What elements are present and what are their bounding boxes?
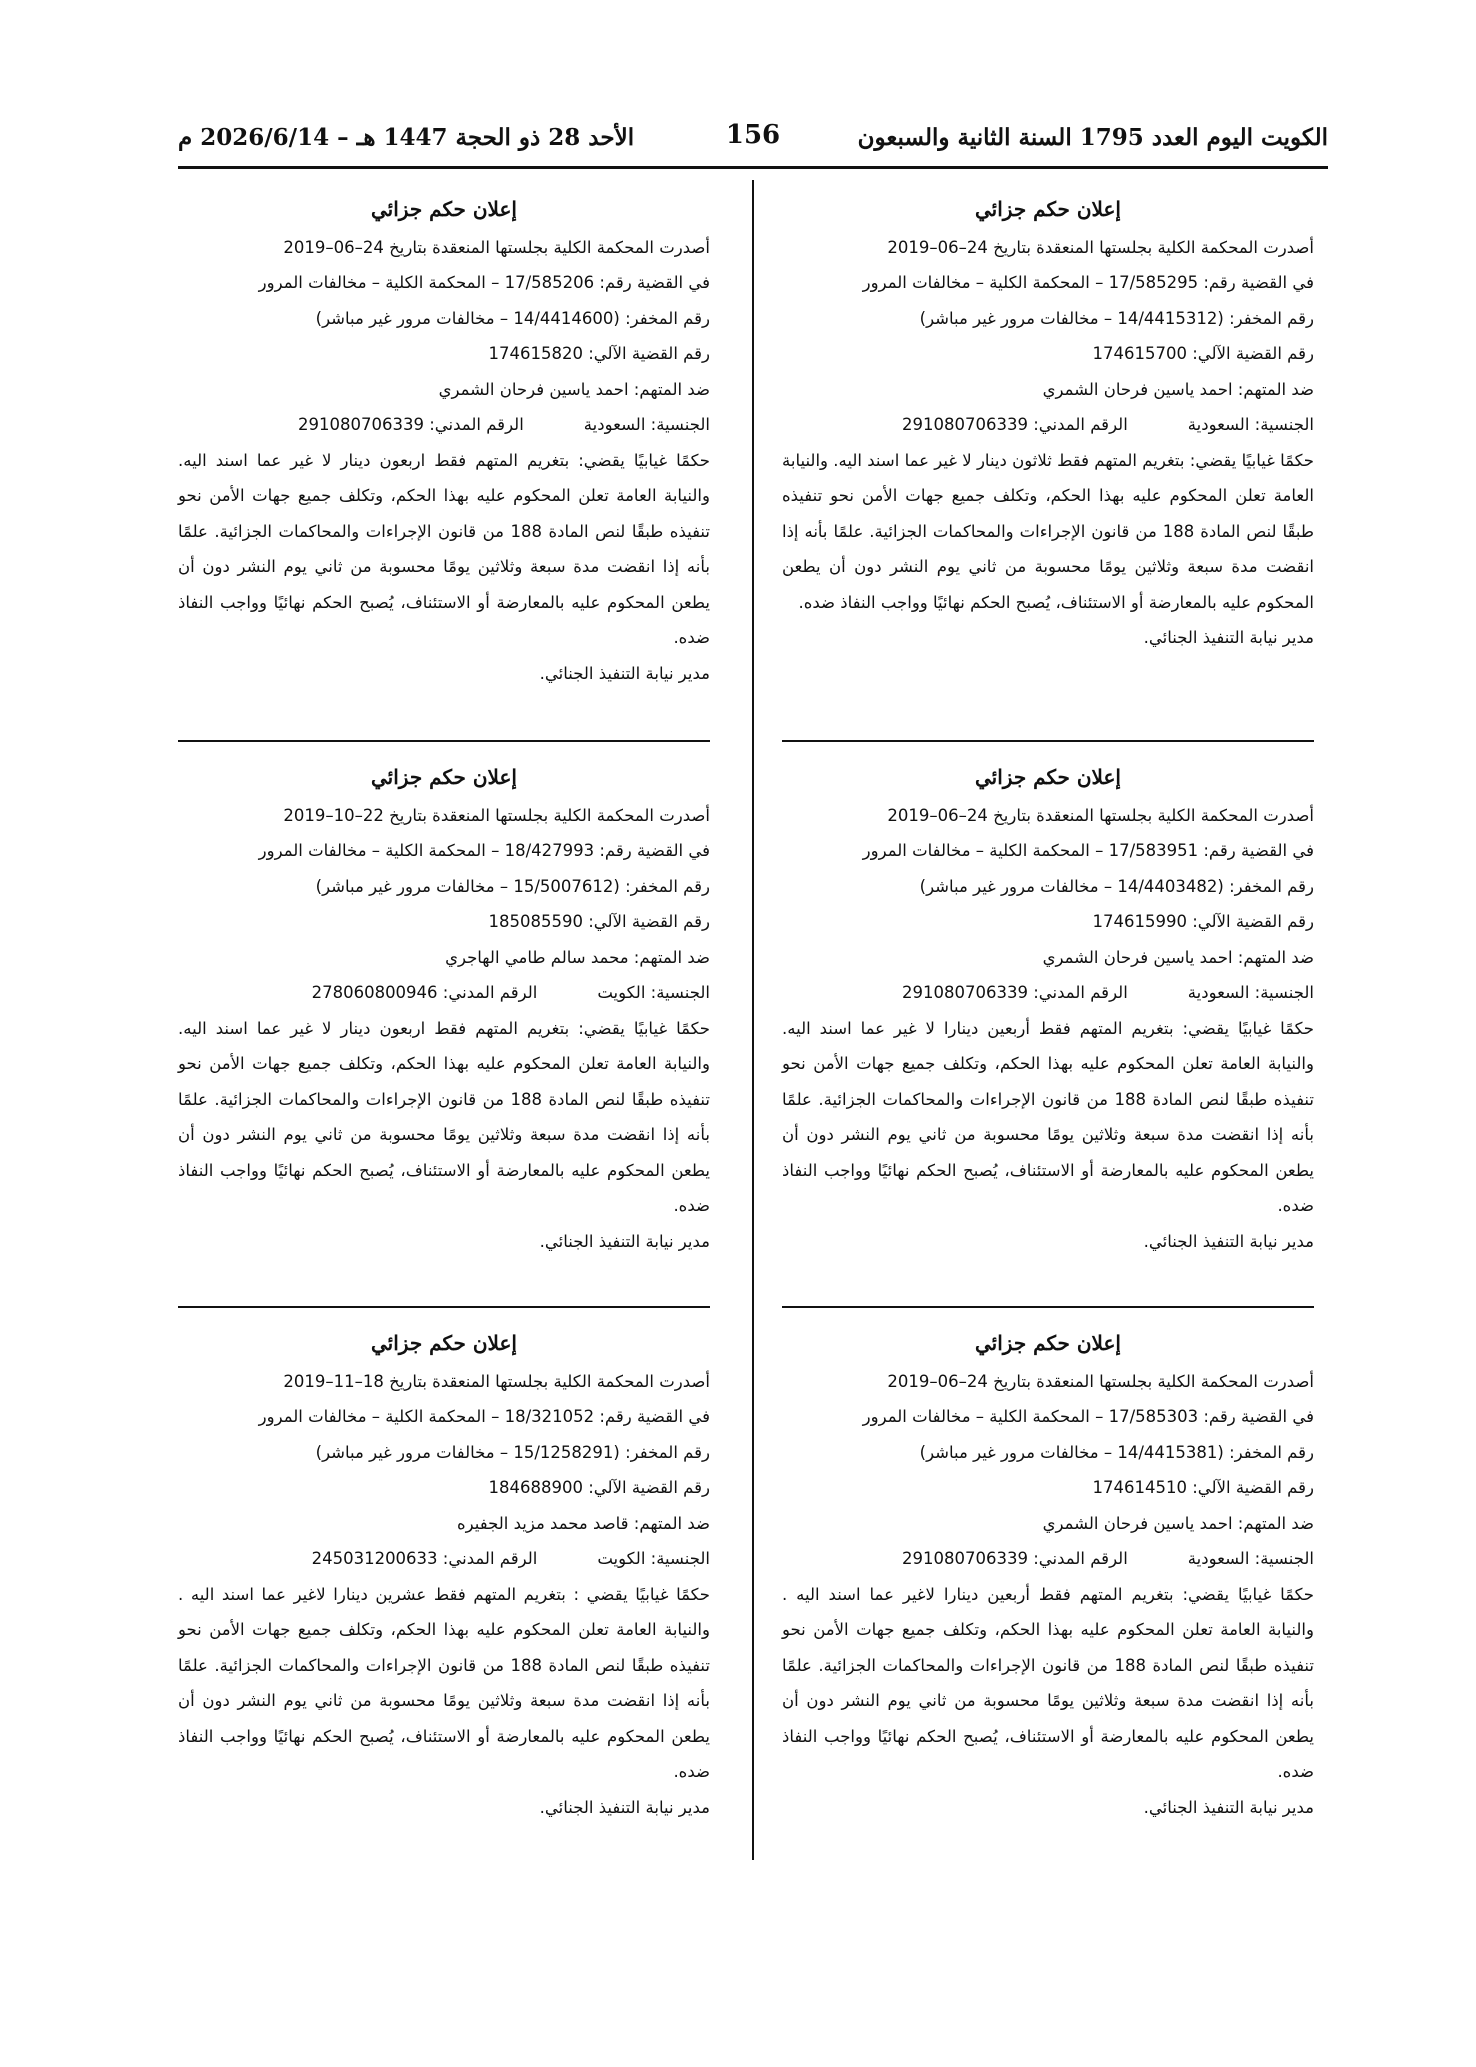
station-line: رقم المخفر: (15/5007612 – مخالفات مرور غير مباشر) xyxy=(315,876,710,896)
civil-id: الرقم المدني: 245031200633 xyxy=(311,1549,538,1568)
notice-separator xyxy=(782,740,1314,742)
notice-title: إعلان حكم جزائي xyxy=(371,1331,517,1355)
station-line: رقم المخفر: (14/4415312 – مخالفات مرور غير مباشر) xyxy=(919,308,1314,328)
auto-case-line: رقم القضية الآلي: 174615990 xyxy=(1092,912,1314,931)
nationality-row xyxy=(178,975,710,1011)
nationality: الجنسية: السعودية xyxy=(1187,983,1314,1002)
station-line: رقم المخفر: (14/4415381 – مخالفات مرور غير مباشر) xyxy=(919,1442,1314,1462)
case-line: في القضية رقم: 18/427993 – المحكمة الكلية – مخالفات المرور xyxy=(258,841,710,860)
court-line: أصدرت المحكمة الكلية بجلستها المنعقدة بتاريخ 24–06–2019 xyxy=(283,237,710,257)
station-line: رقم المخفر: (15/1258291 – مخالفات مرور غير مباشر) xyxy=(315,1442,710,1462)
notice-title: إعلان حكم جزائي xyxy=(975,197,1121,221)
signature: مدير نيابة التنفيذ الجنائي. xyxy=(1143,1797,1314,1817)
court-line: أصدرت المحكمة الكلية بجلستها المنعقدة بتاريخ 24–06–2019 xyxy=(887,237,1314,257)
notice-body: حكمًا غيابيًا يقضي: بتغريم المتهم فقط أربعين دينارا لا غير عما اسند اليه. والنيابة العامة تعلن المحكوم عليه بهذا الحكم، وتكلف جميع جهات الأمن نحو تنفيذه طبقًا لنص المادة 188 من قانون الإجراءات والمحاكمات الجزائية. علمًا بأنه إذا انقضت مدة سبعة وثلاثين يومًا محسوبة من ثاني يوم النشر دون أن يطعن المحكوم عليه بالمعارضة أو الاستئناف، يُصبح الحكم نهائيًا وواجب النفاذ ضده. xyxy=(782,1018,1314,1215)
station-line: رقم المخفر: (14/4403482 – مخالفات مرور غير مباشر) xyxy=(919,876,1314,896)
notice-title: إعلان حكم جزائي xyxy=(975,1331,1121,1355)
court-line: أصدرت المحكمة الكلية بجلستها المنعقدة بتاريخ 24–06–2019 xyxy=(887,1371,1314,1391)
notice-4 xyxy=(178,760,710,1259)
page-number: 156 xyxy=(725,120,781,150)
notice-separator xyxy=(178,740,710,742)
accused-line: ضد المتهم: محمد سالم طامي الهاجري xyxy=(445,947,710,967)
court-line: أصدرت المحكمة الكلية بجلستها المنعقدة بتاريخ 24–06–2019 xyxy=(887,805,1314,825)
notice-title: إعلان حكم جزائي xyxy=(975,765,1121,789)
notice-5 xyxy=(782,1326,1314,1825)
notice-body: حكمًا غيابيًا يقضي : بتغريم المتهم فقط عشرين دينارا لاغير عما اسند اليه . والنيابة العامة تعلن المحكوم عليه بهذا الحكم، وتكلف جميع جهات الأمن نحو تنفيذه طبقًا لنص المادة 188 من قانون الإجراءات والمحاكمات الجزائية. علمًا بأنه إذا انقضت مدة سبعة وثلاثين يومًا محسوبة من ثاني يوم النشر دون أن يطعن المحكوم عليه بالمعارضة أو الاستئناف، يُصبح الحكم نهائيًا وواجب النفاذ ضده. xyxy=(178,1584,710,1781)
notice-body: حكمًا غيابيًا يقضي: بتغريم المتهم فقط أربعين دينارا لاغير عما اسند اليه . والنيابة العامة تعلن المحكوم عليه بهذا الحكم، وتكلف جميع جهات الأمن نحو تنفيذه طبقًا لنص المادة 188 من قانون الإجراءات والمحاكمات الجزائية. علمًا بأنه إذا انقضت مدة سبعة وثلاثين يومًا محسوبة من ثاني يوم النشر دون أن يطعن المحكوم عليه بالمعارضة أو الاستئناف، يُصبح الحكم نهائيًا وواجب النفاذ ضده. xyxy=(782,1584,1314,1781)
notice-body: حكمًا غيابيًا يقضي: بتغريم المتهم فقط اربعون دينار لا غير عما اسند اليه. والنيابة العامة تعلن المحكوم عليه بهذا الحكم، وتكلف جميع جهات الأمن نحو تنفيذه طبقًا لنص المادة 188 من قانون الإجراءات والمحاكمات الجزائية. علمًا بأنه إذا انقضت مدة سبعة وثلاثين يومًا محسوبة من ثاني يوم النشر دون أن يطعن المحكوم عليه بالمعارضة أو الاستئناف، يُصبح الحكم نهائيًا وواجب النفاذ ضده. xyxy=(178,1018,710,1215)
nationality: الجنسية: السعودية xyxy=(583,415,710,434)
case-line: في القضية رقم: 18/321052 – المحكمة الكلية – مخالفات المرور xyxy=(258,1407,710,1426)
nationality: الجنسية: السعودية xyxy=(1187,1549,1314,1568)
notice-separator xyxy=(178,1306,710,1308)
auto-case-line: رقم القضية الآلي: 174615700 xyxy=(1092,344,1314,363)
notice-body: حكمًا غيابيًا يقضي: بتغريم المتهم فقط ثلاثون دينار لا غير عما اسند اليه. والنيابة العامة تعلن المحكوم عليه بهذا الحكم، وتكلف جميع جهات الأمن نحو تنفيذه طبقًا لنص المادة 188 من قانون الإجراءات والمحاكمات الجزائية. علمًا بأنه إذا انقضت مدة سبعة وثلاثين يومًا محسوبة من ثاني يوم النشر دون أن يطعن المحكوم عليه بالمعارضة أو الاستئناف، يُصبح الحكم نهائيًا وواجب النفاذ ضده. xyxy=(782,450,1314,612)
nationality-row xyxy=(178,1541,710,1577)
auto-case-line: رقم القضية الآلي: 184688900 xyxy=(488,1478,710,1497)
notice-1 xyxy=(782,192,1314,656)
nationality: الجنسية: الكويت xyxy=(597,983,710,1002)
notice-separator xyxy=(782,1306,1314,1308)
nationality-row xyxy=(782,407,1314,443)
notice-3 xyxy=(782,760,1314,1259)
auto-case-line: رقم القضية الآلي: 185085590 xyxy=(488,912,710,931)
accused-line: ضد المتهم: احمد ياسين فرحان الشمري xyxy=(1042,1513,1314,1533)
signature: مدير نيابة التنفيذ الجنائي. xyxy=(1143,1231,1314,1251)
civil-id: الرقم المدني: 291080706339 xyxy=(298,415,524,434)
accused-line: ضد المتهم: قاصد محمد مزيد الجفيره xyxy=(457,1513,710,1533)
signature: مدير نيابة التنفيذ الجنائي. xyxy=(539,1797,710,1817)
nationality: الجنسية: السعودية xyxy=(1187,415,1314,434)
case-line: في القضية رقم: 17/583951 – المحكمة الكلية – مخالفات المرور xyxy=(862,841,1314,860)
nationality-row xyxy=(178,407,710,443)
court-line: أصدرت المحكمة الكلية بجلستها المنعقدة بتاريخ 18–11–2019 xyxy=(283,1371,710,1391)
accused-line: ضد المتهم: احمد ياسين فرحان الشمري xyxy=(1042,379,1314,399)
nationality: الجنسية: الكويت xyxy=(597,1549,710,1568)
column-divider xyxy=(752,180,754,1860)
case-line: في القضية رقم: 17/585295 – المحكمة الكلية – مخالفات المرور xyxy=(862,273,1314,292)
notice-body: حكمًا غيابيًا يقضي: بتغريم المتهم فقط اربعون دينار لا غير عما اسند اليه. والنيابة العامة تعلن المحكوم عليه بهذا الحكم، وتكلف جميع جهات الأمن نحو تنفيذه طبقًا لنص المادة 188 من قانون الإجراءات والمحاكمات الجزائية. علمًا بأنه إذا انقضت مدة سبعة وثلاثين يومًا محسوبة من ثاني يوم النشر دون أن يطعن المحكوم عليه بالمعارضة أو الاستئناف، يُصبح الحكم نهائيًا وواجب النفاذ ضده. xyxy=(178,450,710,647)
header-rule xyxy=(178,166,1328,169)
signature: مدير نيابة التنفيذ الجنائي. xyxy=(539,663,710,683)
case-line: في القضية رقم: 17/585303 – المحكمة الكلية – مخالفات المرور xyxy=(862,1407,1314,1426)
nationality-row xyxy=(782,1541,1314,1577)
signature: مدير نيابة التنفيذ الجنائي. xyxy=(1143,628,1314,647)
civil-id: الرقم المدني: 278060800946 xyxy=(311,983,538,1002)
signature: مدير نيابة التنفيذ الجنائي. xyxy=(539,1231,710,1251)
station-line: رقم المخفر: (14/4414600 – مخالفات مرور غير مباشر) xyxy=(315,308,710,328)
notice-2 xyxy=(178,192,710,691)
court-line: أصدرت المحكمة الكلية بجلستها المنعقدة بتاريخ 22–10–2019 xyxy=(283,805,710,825)
case-line: في القضية رقم: 17/585206 – المحكمة الكلية – مخالفات المرور xyxy=(258,273,710,292)
civil-id: الرقم المدني: 291080706339 xyxy=(902,1549,1128,1568)
page-header xyxy=(178,118,1328,166)
nationality-row xyxy=(782,975,1314,1011)
accused-line: ضد المتهم: احمد ياسين فرحان الشمري xyxy=(438,379,710,399)
civil-id: الرقم المدني: 291080706339 xyxy=(902,983,1128,1002)
accused-line: ضد المتهم: احمد ياسين فرحان الشمري xyxy=(1042,947,1314,967)
civil-id: الرقم المدني: 291080706339 xyxy=(902,415,1128,434)
issue-info: الكويت اليوم العدد 1795 السنة الثانية والسبعون xyxy=(857,124,1328,151)
auto-case-line: رقم القضية الآلي: 174614510 xyxy=(1092,1478,1314,1497)
notice-title: إعلان حكم جزائي xyxy=(371,765,517,789)
auto-case-line: رقم القضية الآلي: 174615820 xyxy=(488,344,710,363)
issue-date: الأحد 28 ذو الحجة 1447 هـ – 2026/6/14 م xyxy=(178,124,635,151)
notice-6 xyxy=(178,1326,710,1825)
notice-title: إعلان حكم جزائي xyxy=(371,197,517,221)
